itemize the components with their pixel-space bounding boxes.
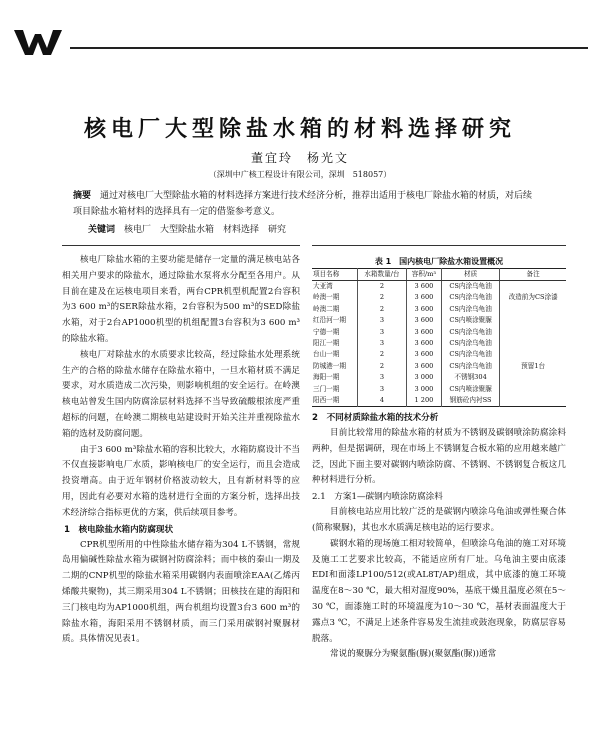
section-divider-right bbox=[312, 245, 566, 246]
table-row bbox=[312, 327, 566, 338]
table-cell: 防城港一期 bbox=[313, 361, 346, 370]
table-cell: 3 600 bbox=[406, 315, 441, 326]
table-cell: 3 600 bbox=[406, 304, 441, 315]
table-cell: CS内涂乌龟油 bbox=[441, 338, 499, 349]
table-cell: 3 bbox=[357, 384, 406, 395]
table-cell: 1 200 bbox=[406, 395, 441, 407]
left-column bbox=[62, 253, 300, 648]
table-cell: 3 600 bbox=[406, 361, 441, 372]
paragraph: 核电厂对除盐水的水质要求比较高，经过除盐水处理系统生产的合格的除盐水储存在除盐水箱中，一旦水箱材质不满足要求，对水质造成二次污染，则影响机组的安全运行。在岭澳核电站曾发生国内防腐涂层材料选择不当导致硫酸根浓度严重超标的问题，在岭澳二期核电站建设时开始关注并重视除盐水箱的选材及防腐问题。 bbox=[62, 349, 300, 439]
table-cell: CS内涂乌龟油 bbox=[441, 327, 499, 338]
table-cell: 海阳一期 bbox=[313, 373, 340, 382]
table-cell: 改造前为CS涂漆 bbox=[500, 292, 566, 303]
section-heading: 1 核电除盐水箱内防腐现状 bbox=[64, 524, 174, 535]
table-cell: CS内涂乌龟油 bbox=[441, 304, 499, 315]
table-header-cell: 容积/m³ bbox=[406, 269, 441, 281]
table-row bbox=[312, 315, 566, 326]
table-row bbox=[312, 372, 566, 383]
table-cell: 阳西一期 bbox=[313, 396, 340, 405]
journal-w-logo-icon bbox=[14, 28, 64, 56]
table-cell: 大亚湾 bbox=[313, 282, 333, 290]
table-cell: 2 bbox=[357, 292, 406, 303]
paper-title: 核电厂大型除盐水箱的材料选择研究 bbox=[83, 117, 516, 142]
table-header-cell: 材质 bbox=[441, 269, 499, 281]
keywords bbox=[88, 222, 508, 235]
table-cell: 3 000 bbox=[406, 384, 441, 395]
table-cell bbox=[500, 395, 566, 407]
table-cell: 3 bbox=[357, 315, 406, 326]
table-cell bbox=[500, 304, 566, 315]
table-cell bbox=[500, 315, 566, 326]
table-cell: CS内涂乌龟油 bbox=[441, 292, 499, 303]
table-row bbox=[312, 384, 566, 395]
table-cell: 2 bbox=[357, 304, 406, 315]
table-cell: 3 bbox=[357, 327, 406, 338]
table-cell bbox=[500, 384, 566, 395]
table-cell bbox=[500, 281, 566, 293]
table-cell: CS内涂乌龟油 bbox=[441, 361, 499, 372]
paragraph: CPR机型所用的中性除盐水储存箱为304 L不锈钢，常规岛用偏碱性除盐水箱为碳钢衬防腐涂料；而中核的秦山一期及二期的CNP机型的除盐水箱采用碳钢内表面喷涂EAA(乙烯丙烯酸共聚物)，其三期采用304 L不锈钢；田核技在建的海阳和三门核电均为AP1000机组，两台机组均设置3台3 600 m³的除盐水箱，海阳采用不锈钢材质，而三门采用碳钢衬聚脲材质。具体情况见表1。 bbox=[62, 539, 300, 645]
paragraph: 由于3 600 m³除盐水箱的容积比较大，水箱防腐设计不当不仅直接影响电厂水质，影响核电厂的安全运行，而且会造成投资增高。由于近年钢材价格波动较大，且有新材料等的应用，因此有必要对水箱的选材进行全面的方案分析，选择出技术经济综合指标更优的方案，供后续项目参考。 bbox=[62, 444, 300, 518]
table-row bbox=[312, 361, 566, 372]
header-rule bbox=[70, 47, 588, 49]
authors: 董宜玲 杨光文 bbox=[250, 151, 349, 165]
table-cell bbox=[500, 338, 566, 349]
paragraph: 目前核电站应用比较广泛的是碳钢内喷涂乌龟油或弹性聚合体(简称聚脲)，其也水水质满足核电站的运行要求。 bbox=[312, 507, 566, 533]
right-column bbox=[312, 410, 566, 663]
table-cell: 不锈钢304 bbox=[441, 372, 499, 383]
table-row bbox=[312, 349, 566, 360]
table-row bbox=[312, 281, 566, 293]
table-header-cell: 项目名称 bbox=[312, 269, 357, 281]
table-cell: 2 bbox=[357, 361, 406, 372]
section-divider-left bbox=[62, 245, 300, 246]
table-cell: 4 bbox=[357, 395, 406, 407]
abstract bbox=[73, 188, 533, 220]
table-cell: 2 bbox=[357, 281, 406, 293]
table-row bbox=[312, 395, 566, 407]
table-cell: 3 bbox=[357, 338, 406, 349]
table-cell: CS内涂乌龟油 bbox=[441, 281, 499, 293]
paragraph: 常说的聚脲分为聚氨酯(脲)(聚氨酯(脲))通常 bbox=[330, 649, 497, 660]
paragraph: 核电厂除盐水箱的主要功能是储存一定量的满足核电站各相关用户要求的除盐水，通过除盐水泵将水分配至各用户。从目前在建及在运核电项目来看，两台CPR机型机配置2台容积为3 600 m³的SER除盐水箱，2台容积为500 m³的SED除盐水箱，对于2台AP1000机型的机组配置3台容积为3 600 m³的除盐水箱。 bbox=[62, 255, 300, 344]
table-cell: 2 bbox=[357, 349, 406, 360]
paragraph: 目前比较常用的除盐水箱的材质为不锈钢及碳钢喷涂防腐涂料两种，但是据调研，现在市场上不锈钢复合板水箱的应用越来越广泛，因此下面主要对碳钢内喷涂防腐、不锈钢、不锈钢复合板这几种材料进行分析。 bbox=[312, 428, 566, 486]
table-cell: 岭澳一期 bbox=[313, 293, 340, 302]
section-heading: 2 不同材质除盐水箱的技术分析 bbox=[312, 413, 439, 423]
table-header-row bbox=[312, 269, 566, 281]
table-cell: 岭澳二期 bbox=[313, 304, 340, 313]
table-cell: 宁德一期 bbox=[313, 327, 340, 336]
table-row bbox=[312, 292, 566, 303]
table-cell: 3 600 bbox=[406, 327, 441, 338]
table-cell: 阳江一期 bbox=[313, 339, 340, 348]
table-cell: 3 bbox=[357, 372, 406, 383]
keywords-label: 关键词 bbox=[88, 225, 116, 235]
table-row bbox=[312, 338, 566, 349]
table-header-cell: 备注 bbox=[500, 269, 566, 281]
table-cell: 预留1台 bbox=[500, 361, 566, 372]
subsection-heading: 2.1 方案1—碳钢内喷涂防腐涂料 bbox=[312, 492, 443, 503]
table-cell: 3 600 bbox=[406, 349, 441, 360]
table-cell bbox=[500, 372, 566, 383]
table-cell: 台山一期 bbox=[313, 350, 340, 359]
affiliation: （深圳中广核工程设计有限公司，深圳 518057） bbox=[208, 170, 392, 179]
water-tank-table bbox=[312, 268, 566, 407]
table-caption: 表 1 国内核电厂除盐水箱设置概况 bbox=[374, 257, 504, 266]
table-cell bbox=[500, 349, 566, 360]
table-cell: 3 600 bbox=[406, 338, 441, 349]
table-cell: 红沿河一期 bbox=[313, 316, 346, 325]
keywords-text: 核电厂 大型除盐水箱 材料选择 研究 bbox=[124, 225, 287, 235]
table-cell: CS内涂乌龟油 bbox=[441, 349, 499, 360]
table-row bbox=[312, 304, 566, 315]
table-cell: CS内喷涂聚脲 bbox=[441, 384, 499, 395]
paragraph: 碳钢水箱的现场施工相对较简单，但喷涂乌龟油的施工对环境及施工工艺要求比较高，不能适应所有厂址。乌龟油主要由底漆EDI和面漆LP100/512(或AL8T/AP)组成，其中底漆的施工环境温度在8～30 ℃，最大相对湿度90%，基底干燥且温度必须在5～30 ℃，面漆施工时的环境温度为10～30 ℃，基材表面温度大于露点3 ℃，不满足上述条件容易发生流挂或鼓泡现象，防腐层容易脱落。 bbox=[312, 538, 566, 644]
table-cell: 三门一期 bbox=[313, 384, 340, 393]
abstract-text: 通过对核电厂大型除盐水箱的材料选择方案进行技术经济分析，推荐出适用于核电厂除盐水箱的材质，对后续项目除盐水箱材料的选择具有一定的借鉴参考意义。 bbox=[73, 191, 533, 217]
table-cell bbox=[500, 327, 566, 338]
table-cell: 3 600 bbox=[406, 292, 441, 303]
table-cell: CS内喷涂聚脲 bbox=[441, 315, 499, 326]
table-cell: 3 600 bbox=[406, 281, 441, 293]
table-header-cell: 水箱数量/台 bbox=[357, 269, 406, 281]
table-body bbox=[312, 281, 566, 407]
table-cell: 钢筋砼内衬SS bbox=[441, 395, 499, 407]
table-cell: 3 000 bbox=[406, 372, 441, 383]
abstract-label: 摘要 bbox=[73, 191, 92, 201]
